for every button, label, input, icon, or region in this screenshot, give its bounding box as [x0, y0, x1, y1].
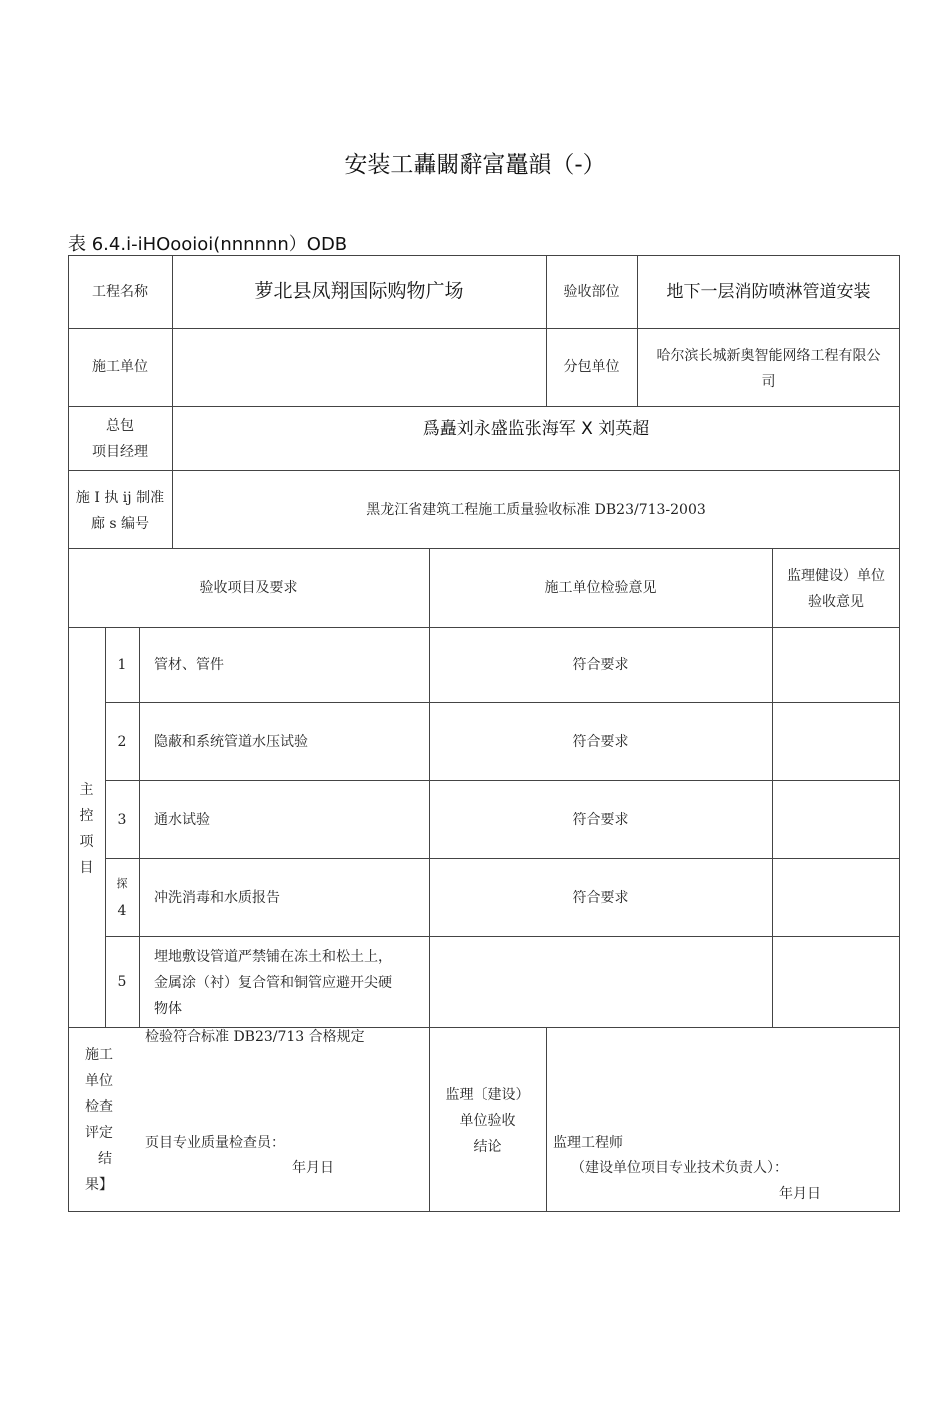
standard-value: 黑龙江省建筑工程施工质量验收标准 DB23/713-2003 [366, 502, 706, 518]
item-text: 通水试验 [154, 812, 210, 828]
item-number-mark: 探 [116, 877, 128, 890]
main-control-label-char: 项 [79, 834, 94, 850]
manager-value: 爲矗刘永盛监张海军 X 刘英超 [422, 419, 650, 439]
main-control-label-char: 目 [79, 860, 94, 876]
unit-check-label-line: 单位 [85, 1073, 113, 1089]
manager-label-line2: 项目经理 [92, 444, 148, 460]
standard-label-line1: 施 I 执 ij 制准 [75, 490, 165, 506]
item-number: 3 [117, 812, 127, 828]
supervision-conclusion-label-line: 结论 [473, 1139, 502, 1155]
items-column-header: 验收项目及要求 [199, 580, 298, 596]
supervision-conclusion-label-line: 单位验收 [459, 1113, 516, 1129]
item-opinion: 符合要求 [572, 734, 629, 750]
project-name-value: 萝北县凤翔国际购物广场 [254, 280, 464, 302]
unit-check-label-line: 检查 [85, 1099, 113, 1115]
supervision-column-header-line1: 监理健设）单位 [787, 568, 885, 584]
item-number: 5 [117, 974, 127, 990]
unit-check-label-line: 结 [98, 1151, 112, 1167]
standard-label-line2: 廊 s 编号 [90, 516, 150, 532]
item-text: 冲洗消毒和水质报告 [154, 890, 280, 906]
table-number: 表 6.4.i-iHOooioi(nnnnnn）ODB [68, 234, 348, 255]
supervision-conclusion-label-line: 监理〔建设） [445, 1087, 530, 1103]
item-number: 2 [117, 734, 127, 750]
technical-lead: （建设单位项目专业技术负责人）： [571, 1160, 788, 1176]
item-text-line: 金属涂（衬）复合管和铜管应避开尖硬 [154, 975, 392, 991]
unit-check-label-line: 评定 [85, 1125, 113, 1141]
main-control-label-char: 主 [79, 782, 94, 798]
item-number: 4 [117, 903, 127, 919]
quality-inspector: 页目专业质量检查员： [145, 1135, 285, 1151]
inspector-date: 年月日 [292, 1160, 334, 1176]
construction-unit-label: 施工单位 [92, 359, 148, 375]
item-opinion: 符合要求 [572, 890, 629, 906]
subcontract-unit-value-line2: 司 [761, 374, 776, 390]
acceptance-part-label: 验收部位 [563, 284, 620, 300]
supervision-column-header-line2: 验收意见 [808, 594, 864, 610]
manager-label-line1: 总包 [106, 418, 134, 434]
check-statement: 检验符合标准 DB23/713 合格规定 [145, 1029, 365, 1045]
unit-check-label-line: 施工 [85, 1047, 113, 1063]
project-name-label: 工程名称 [92, 284, 148, 300]
subcontract-unit-label: 分包单位 [563, 359, 620, 375]
subcontract-unit-value-line1: 哈尔滨长城新奥智能网络工程有限公 [656, 348, 881, 364]
item-number: 1 [117, 657, 127, 673]
page-title: 安装工轟闞辭富鼉韻（-） [344, 152, 606, 178]
unit-check-label-line: 果】 [85, 1177, 113, 1193]
acceptance-part-value: 地下一层消防喷淋管道安装 [666, 282, 871, 302]
supervising-engineer: 监理工程师 [553, 1135, 623, 1151]
item-text: 隐蔽和系统管道水压试验 [154, 734, 308, 750]
item-opinion: 符合要求 [572, 812, 629, 828]
main-control-label-char: 控 [79, 808, 94, 824]
supervision-date: 年月日 [779, 1186, 821, 1202]
item-text: 管材、管件 [154, 657, 224, 673]
item-opinion: 符合要求 [572, 657, 629, 673]
item-text-line: 物体 [154, 1001, 182, 1017]
item-text-line: 埋地敷设管道严禁铺在冻土和松土上， [154, 949, 392, 965]
inspection-column-header: 施工单位检验意见 [544, 580, 657, 596]
